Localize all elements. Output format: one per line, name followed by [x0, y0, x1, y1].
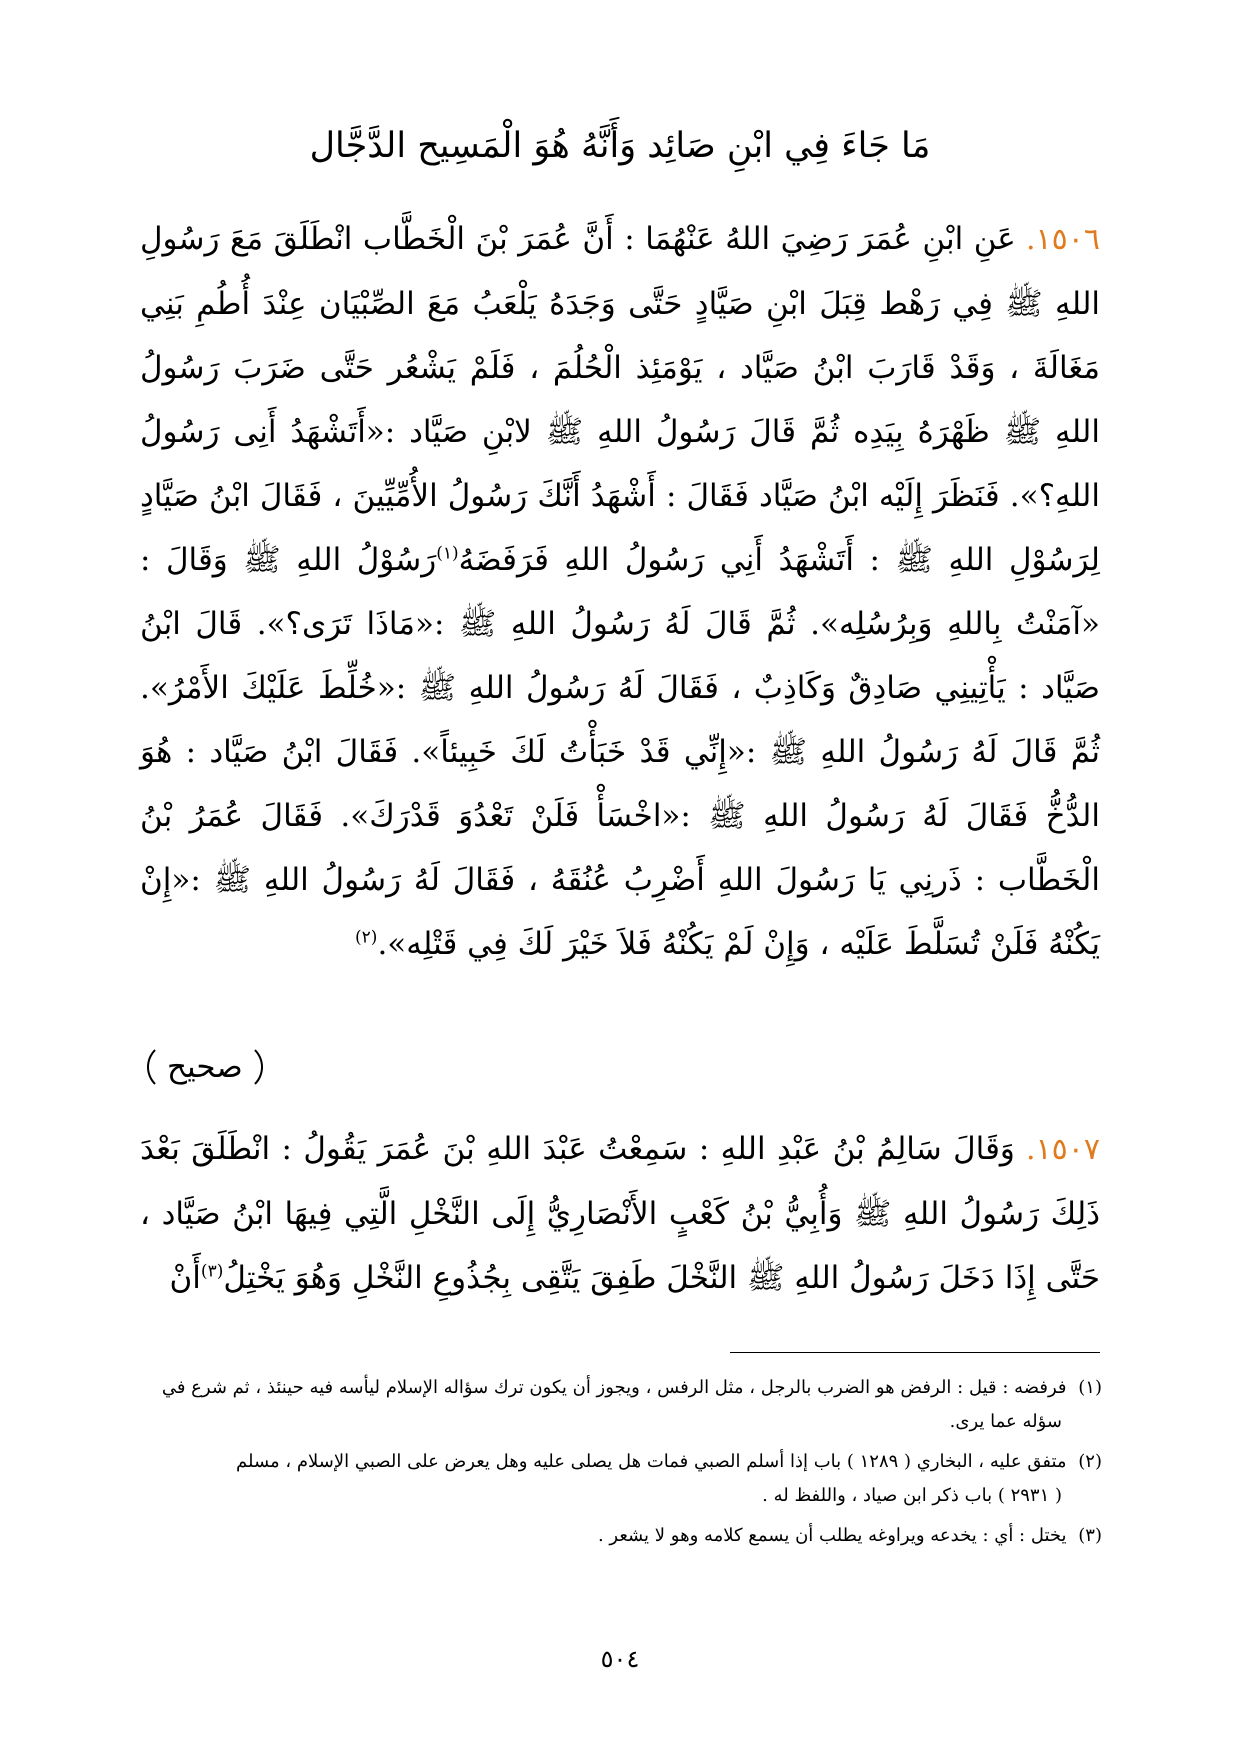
hadith-1507 — [140, 1117, 1100, 1310]
hadith-text: وَقَالَ سَالِمُ بْنُ عَبْدِ اللهِ : سَمِعْتُ عَبْدَ اللهِ بْنَ عُمَرَ يَقُولُ : انْطَلَقَ بَعْدَ ذَلِكَ رَسُولُ اللهِ ﷺ وَأُبِيُّ بْنُ كَعْبٍ الأَنْصَارِيُّ إِلَى النَّخْلِ الَّتِي فِيهَا ابْنُ صَيَّاد ، حَتَّى إِذَا دَخَلَ رَسُولُ اللهِ ﷺ النَّخْلَ طَفِقَ يَتَّقِى بِجُذُوعِ النَّخْلِ وَهُوَ يَخْتِلُ — [140, 1131, 1100, 1296]
hadith-number: ١٥٠٦. — [1015, 222, 1100, 257]
footnotes-list — [140, 1371, 1102, 1559]
page-number: ٥٠٤ — [600, 1645, 640, 1673]
hadith-number: ١٥٠٧. — [1014, 1132, 1100, 1167]
chapter-title: مَا جَاءَ فِي ابْنِ صَائِد وَأَنَّهُ هُوَ الْمَسِيح الدَّجَّال — [309, 126, 931, 166]
footnote-ref[interactable]: (١) — [436, 543, 459, 564]
footnote-text: يختل : أي : يخدعه ويراوغه يطلب أن يسمع كلامه وهو لا يشعر . — [597, 1525, 1067, 1546]
footnote-ref[interactable]: (٢) — [355, 927, 378, 948]
footnote-item — [140, 1519, 1102, 1553]
grade-badge: صحيح — [147, 1042, 263, 1092]
footnote-continuation: ( ٢٩٣١ ) باب ذكر ابن صياد ، واللفظ له . — [762, 1485, 1062, 1506]
footnote-item — [140, 1445, 1102, 1513]
footnote-divider — [730, 1352, 1100, 1353]
footnote-mark: (١) — [1078, 1377, 1102, 1398]
hadith-text: أَنْ — [169, 1260, 201, 1296]
footnote-text: متفق عليه ، البخاري ( ١٢٨٩ ) باب إذا أسلم الصبي فمات هل يصلى عليه وهل يعرض على الصبي الإسلام ، مسلم — [236, 1451, 1067, 1472]
footnote-text: فرفضه : قيل : الرفض هو الضرب بالرجل ، مثل الرفس ، ويجوز أن يكون ترك سؤاله الإسلام ليأسه فيه حينئذ ، ثم شرع في — [161, 1377, 1067, 1398]
hadith-text: عَنِ ابْنِ عُمَرَ رَضِيَ اللهُ عَنْهُمَا : أَنَّ عُمَرَ بْنَ الْخَطَّاب انْطَلَقَ مَعَ رَسُولِ اللهِ ﷺ فِي رَهْط قِبَلَ ابْنِ صَيَّادٍ حَتَّى وَجَدَهُ يَلْعَبُ مَعَ الصِّبْيَان عِنْدَ أُطُمِ بَنِي مَغَالَةَ ، وَقَدْ قَارَبَ ابْنُ صَيَّاد ، يَوْمَئِذ الْحُلُمَ ، فَلَمْ يَشْعُر حَتَّى ضَرَبَ رَسُولُ اللهِ ﷺ ظَهْرَهُ بِيَدِه ثُمَّ قَالَ رَسُولُ اللهِ ﷺ لابْنِ صَيَّاد :«أَتَشْهَدُ أَنِى رَسُولُ اللهِ؟». فَنَظَرَ إِلَيْه ابْنُ صَيَّاد فَقَالَ : أَشْهَدُ أَنَّكَ رَسُولُ الأُمِّيِّينَ ، فَقَالَ ابْنُ صَيَّادٍ لِرَسُوْلِ اللهِ ﷺ : أَتَشْهَدُ أَنِي رَسُولُ اللهِ فَرَفَضَهُ — [140, 221, 1101, 578]
footnote-item — [140, 1371, 1102, 1439]
footnote-mark: (٣) — [1078, 1525, 1102, 1546]
footnote-continuation: سؤله عما يرى. — [949, 1411, 1062, 1432]
hadith-text: رَسُوْلُ اللهِ ﷺ وَقَالَ : «آمَنْتُ بِاللهِ وَبِرُسُلِه». ثُمَّ قَالَ لَهُ رَسُولُ اللهِ ﷺ :«مَاذَا تَرَى؟». قَالَ ابْنُ صَيَّاد : يَأْتِينِي صَادِقٌ وَكَاذِبٌ ، فَقَالَ لَهُ رَسُولُ اللهِ ﷺ :«خُلِّطَ عَلَيْكَ الأَمْرُ». ثُمَّ قَالَ لَهُ رَسُولُ اللهِ ﷺ :«إِنِّي قَدْ خَبَأْتُ لَكَ خَبِيئاً». فَقَالَ ابْنُ صَيَّاد : هُوَ الدُّخُّ فَقَالَ لَهُ رَسُولُ اللهِ ﷺ :«اخْسَأْ فَلَنْ تَعْدُوَ قَدْرَكَ». فَقَالَ عُمَرُ بْنُ الْخَطَّاب : ذَرنِي يَا رَسُولَ اللهِ أَضْرِبُ عُنُقَهُ ، فَقَالَ لَهُ رَسُولُ اللهِ ﷺ :«إِنْ يَكُنْهُ فَلَنْ تُسَلَّطَ عَلَيْه ، وَإِنْ لَمْ يَكُنْهُ فَلاَ خَيْرَ لَكَ فِي قَتْلِه». — [140, 542, 1100, 962]
hadith-1506 — [140, 207, 1100, 976]
footnote-ref[interactable]: (٣) — [200, 1261, 224, 1282]
footnote-mark: (٢) — [1078, 1451, 1102, 1472]
